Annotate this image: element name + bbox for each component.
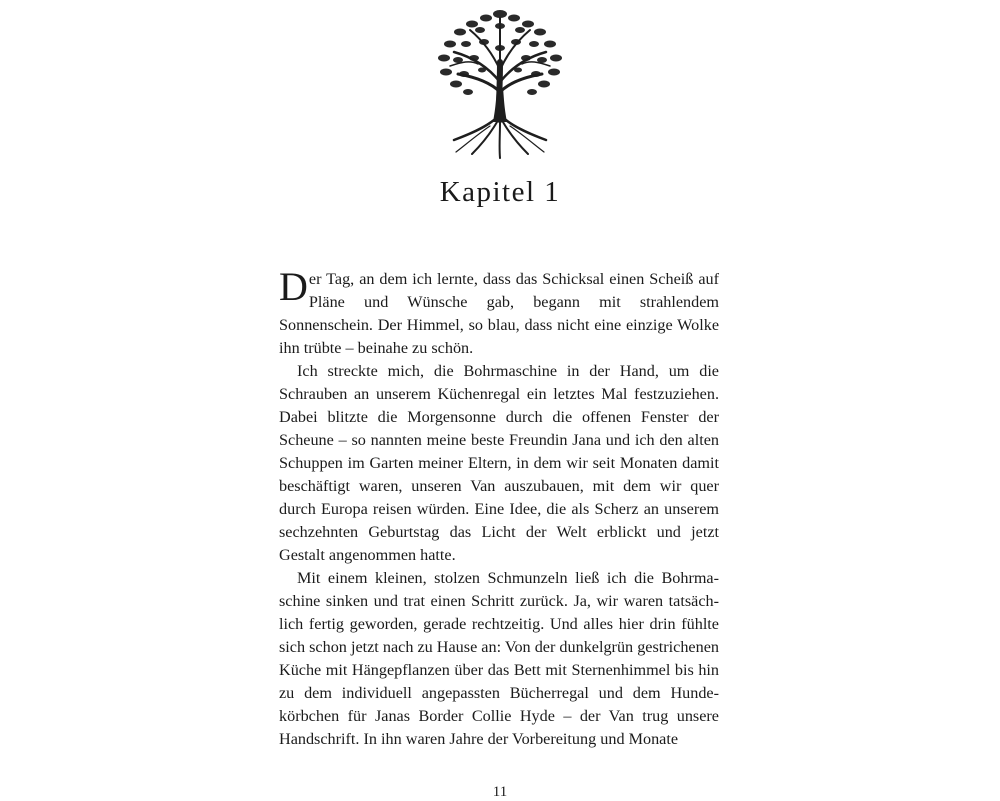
paragraph-text: er Tag, an dem ich lernte, dass das Schicksal einen Scheiß auf Pläne und Wünsche gab, begann mit strahlendem Sonnenschein. Der Himmel, so blau, dass nicht eine einzige Wolke ihn trübte – beinahe zu schön. xyxy=(279,270,719,357)
paragraph xyxy=(279,264,719,360)
page-number: 11 xyxy=(492,784,508,800)
paragraph xyxy=(279,567,719,751)
drop-cap: D xyxy=(279,264,308,309)
body-text xyxy=(279,264,719,751)
tree-trunk xyxy=(493,88,507,122)
paragraph xyxy=(279,360,719,567)
tree-roots xyxy=(454,120,546,158)
tree-of-life-illustration xyxy=(420,2,580,160)
paragraph-text: Mit einem kleinen, stolzen Schmunzeln ließ ich die Bohrmaschine sinken und trat einen Schritt zurück. Ja, wir waren tatsächlich fertig geworden, gerade rechtzeitig. Und alles hier drin fühlte sich schon jetzt nach zu Hause an: Von der dunkelgrün gestrichenen Küche mit Hängepflanzen über das Bett mit Sternenhimmel bis hin zu dem individuell angepassten Bücherregal und dem Hundekörbchen für Janas Border Collie Hyde – der Van trug unsere Handschrift. In ihn waren Jahre der Vorbereitung und Monate xyxy=(279,569,719,748)
chapter-title: Kapitel 1 xyxy=(439,176,561,208)
paragraph-text: Ich streckte mich, die Bohrmaschine in der Hand, um die Schrauben an unserem Küchenregal ein letztes Mal festzuziehen. Dabei blitzte die Morgensonne durch die offenen Fenster der Scheune – so nannten meine beste Freundin Jana und ich den alten Schuppen im Garten meiner Eltern, in dem wir seit Monaten damit beschäftigt waren, unseren Van auszubauen, mit dem wir quer durch Europa reisen würden. Eine Idee, die als Scherz an unserem sechzehnten Geburtstag das Licht der Welt erblickt und jetzt Gestalt angenommen hatte. xyxy=(279,362,719,564)
